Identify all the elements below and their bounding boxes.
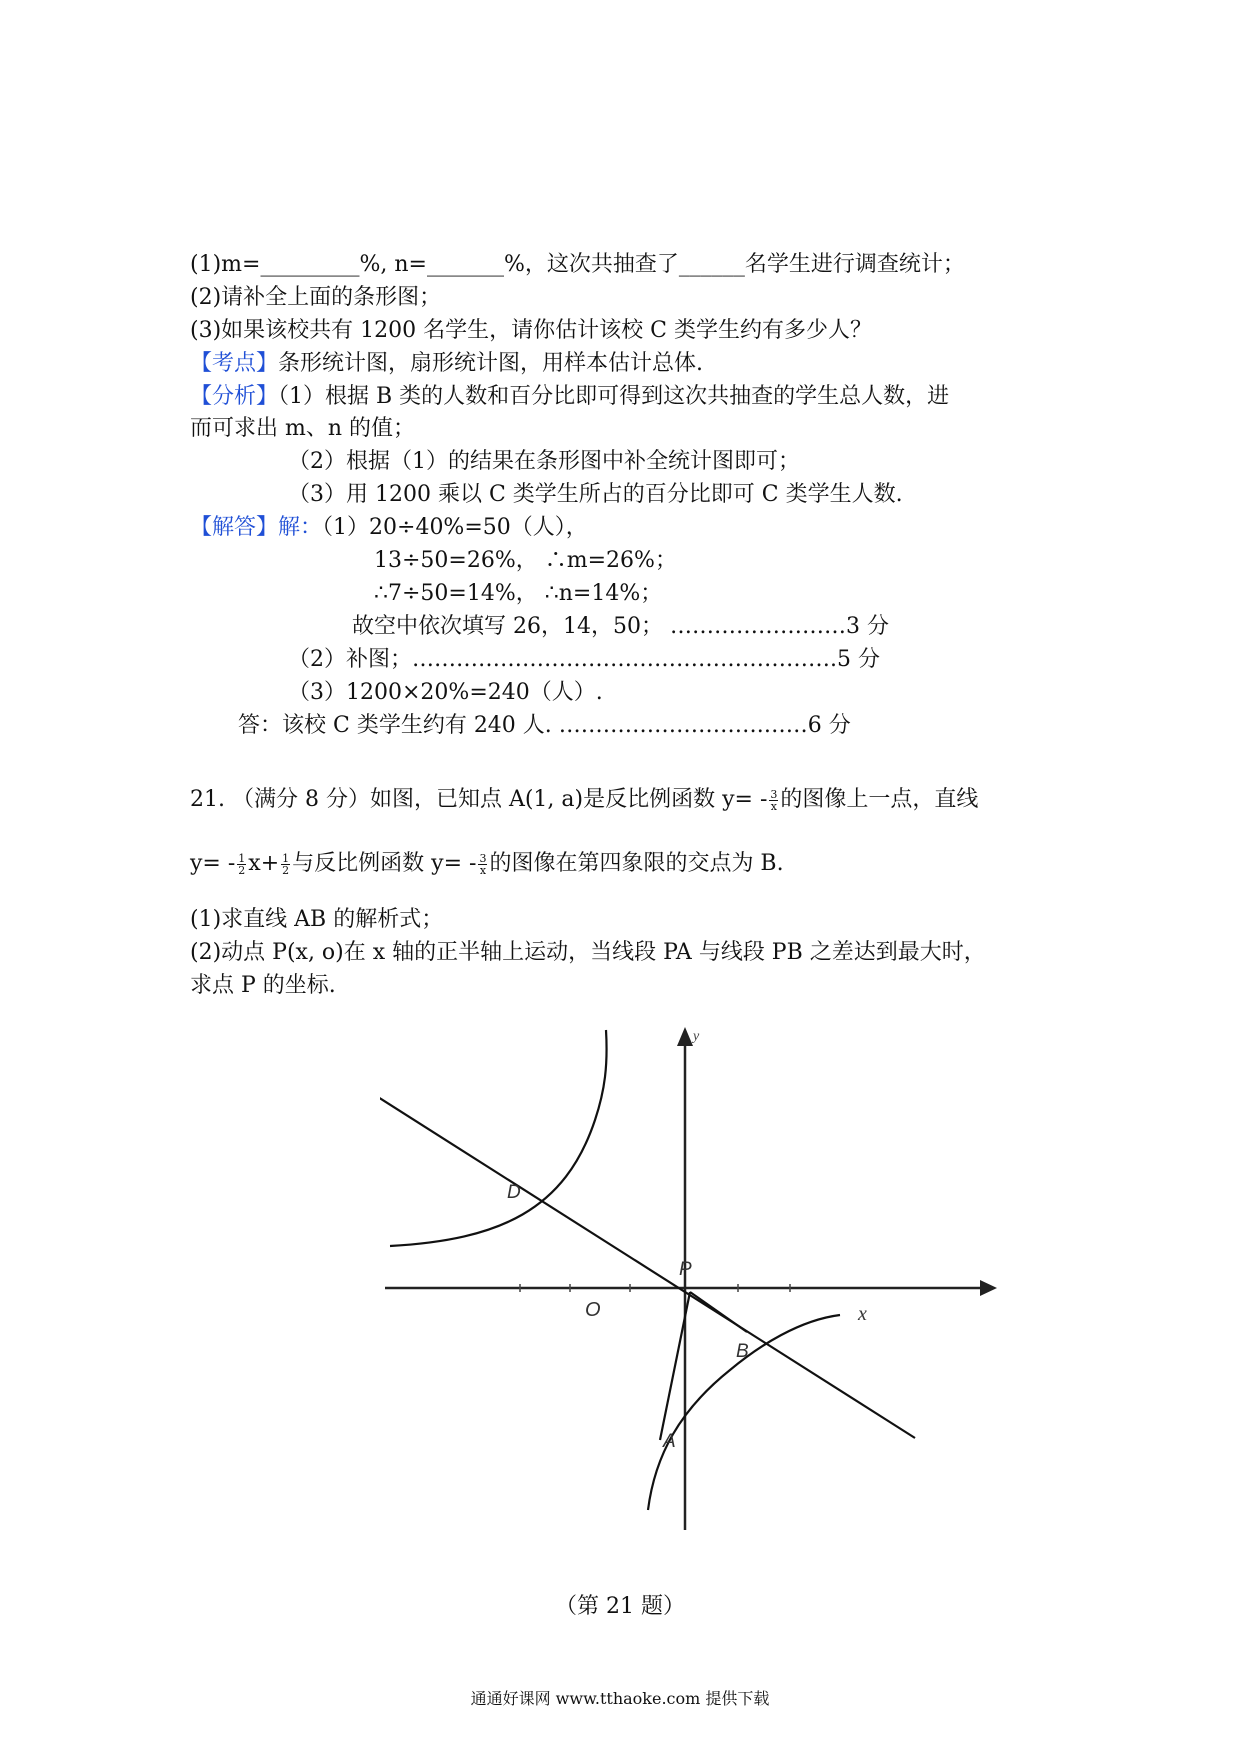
line-ab bbox=[380, 1092, 915, 1438]
jieda-line-3: ∴7÷50=14%， ∴n=14%； bbox=[374, 581, 663, 606]
q21-text-1a: 21. （满分 8 分）如图，已知点 A(1, a)是反比例函数 y= - bbox=[190, 787, 768, 812]
label-a: A bbox=[663, 1431, 676, 1452]
fraction-3-over-x bbox=[478, 853, 487, 876]
page-footer: 通通好课网 www.tthaoke.com 提供下载 bbox=[470, 1689, 770, 1708]
kaodian-text: 条形统计图，扇形统计图，用样本估计总体. bbox=[278, 351, 704, 376]
fraction-1-over-2 bbox=[237, 853, 246, 876]
fraction-denominator: x bbox=[770, 799, 778, 813]
fenxi-line-4: （3）用 1200 乘以 C 类学生所占的百分比即可 C 类学生人数. bbox=[288, 482, 903, 507]
fenxi-line-3: （2）根据（1）的结果在条形图中补全统计图即可； bbox=[288, 449, 800, 474]
fraction-3-over-x bbox=[769, 789, 778, 812]
q21-text-2b: x+ bbox=[248, 851, 280, 876]
question-part-1: (1)m=_________%, n=_______%，这次共抽查了______名学生进行调查统计； bbox=[190, 252, 965, 277]
fraction-denominator: 2 bbox=[238, 863, 246, 877]
jieda-row bbox=[190, 513, 588, 543]
label-x: x bbox=[858, 1303, 867, 1325]
label-y: y bbox=[693, 1029, 700, 1044]
q21-sub-3: 求点 P 的坐标. bbox=[190, 973, 336, 998]
jieda-line-5: （2）补图；………………………………………………….5 分 bbox=[288, 647, 880, 672]
label-o: O bbox=[585, 1299, 601, 1321]
q21-sub-2: (2)动点 P(x, o)在 x 轴的正半轴上运动，当线段 PA 与线段 PB 之差达到最大时， bbox=[190, 940, 986, 965]
fenxi-row bbox=[190, 382, 949, 412]
q21-line-2 bbox=[190, 849, 784, 879]
jieda-line-7: 答：该校 C 类学生约有 240 人. ……………………….……6 分 bbox=[238, 713, 851, 738]
q21-line-1 bbox=[190, 785, 978, 815]
x-axis-arrow bbox=[980, 1280, 997, 1296]
jieda-line-1: （1）20÷40%=50（人）， bbox=[322, 515, 588, 540]
question-part-3: (3)如果该校共有 1200 名学生，请你估计该校 C 类学生约有多少人？ bbox=[190, 318, 872, 343]
fenxi-line-1: （1）根据 B 类的人数和百分比即可得到这次共抽查的学生总人数，进 bbox=[278, 384, 950, 409]
jieda-line-6: （3）1200×20%=240（人）. bbox=[288, 680, 603, 705]
fenxi-tag: 【分析】 bbox=[190, 384, 279, 409]
fraction-1-over-2 bbox=[281, 853, 290, 876]
function-graph bbox=[380, 1010, 1040, 1550]
fraction-numerator: 1 bbox=[282, 851, 290, 865]
fraction-denominator: x bbox=[479, 863, 487, 877]
fenxi-line-2: 而可求出 m、n 的值； bbox=[190, 416, 416, 441]
jieda-line-2: 13÷50=26%， ∴m=26%； bbox=[374, 548, 677, 573]
label-p: P bbox=[679, 1259, 692, 1280]
jieda-tag: 【解答】解： bbox=[190, 515, 323, 540]
kaodian-row bbox=[190, 349, 703, 379]
label-d: D bbox=[507, 1182, 521, 1203]
segment-pb bbox=[690, 1292, 747, 1332]
q21-text-2a: y= - bbox=[190, 851, 236, 876]
fraction-numerator: 1 bbox=[238, 851, 246, 865]
fraction-numerator: 3 bbox=[479, 851, 487, 865]
fraction-numerator: 3 bbox=[770, 787, 778, 801]
question-part-2: (2)请补全上面的条形图； bbox=[190, 285, 442, 310]
label-b: B bbox=[736, 1341, 749, 1362]
q21-text-2c: 与反比例函数 y= - bbox=[292, 851, 477, 876]
jieda-line-4: 故空中依次填写 26，14，50； ……………………3 分 bbox=[352, 614, 889, 639]
q21-text-1b: 的图像上一点，直线 bbox=[780, 787, 979, 812]
y-axis-arrow bbox=[677, 1027, 693, 1046]
fraction-denominator: 2 bbox=[282, 863, 290, 877]
hyperbola-branch-upper-left bbox=[390, 1030, 607, 1246]
kaodian-tag: 【考点】 bbox=[190, 351, 279, 376]
q21-sub-1: (1)求直线 AB 的解析式； bbox=[190, 907, 444, 932]
figure-caption: （第 21 题） bbox=[555, 1594, 685, 1619]
q21-text-2d: 的图像在第四象限的交点为 B. bbox=[489, 851, 784, 876]
